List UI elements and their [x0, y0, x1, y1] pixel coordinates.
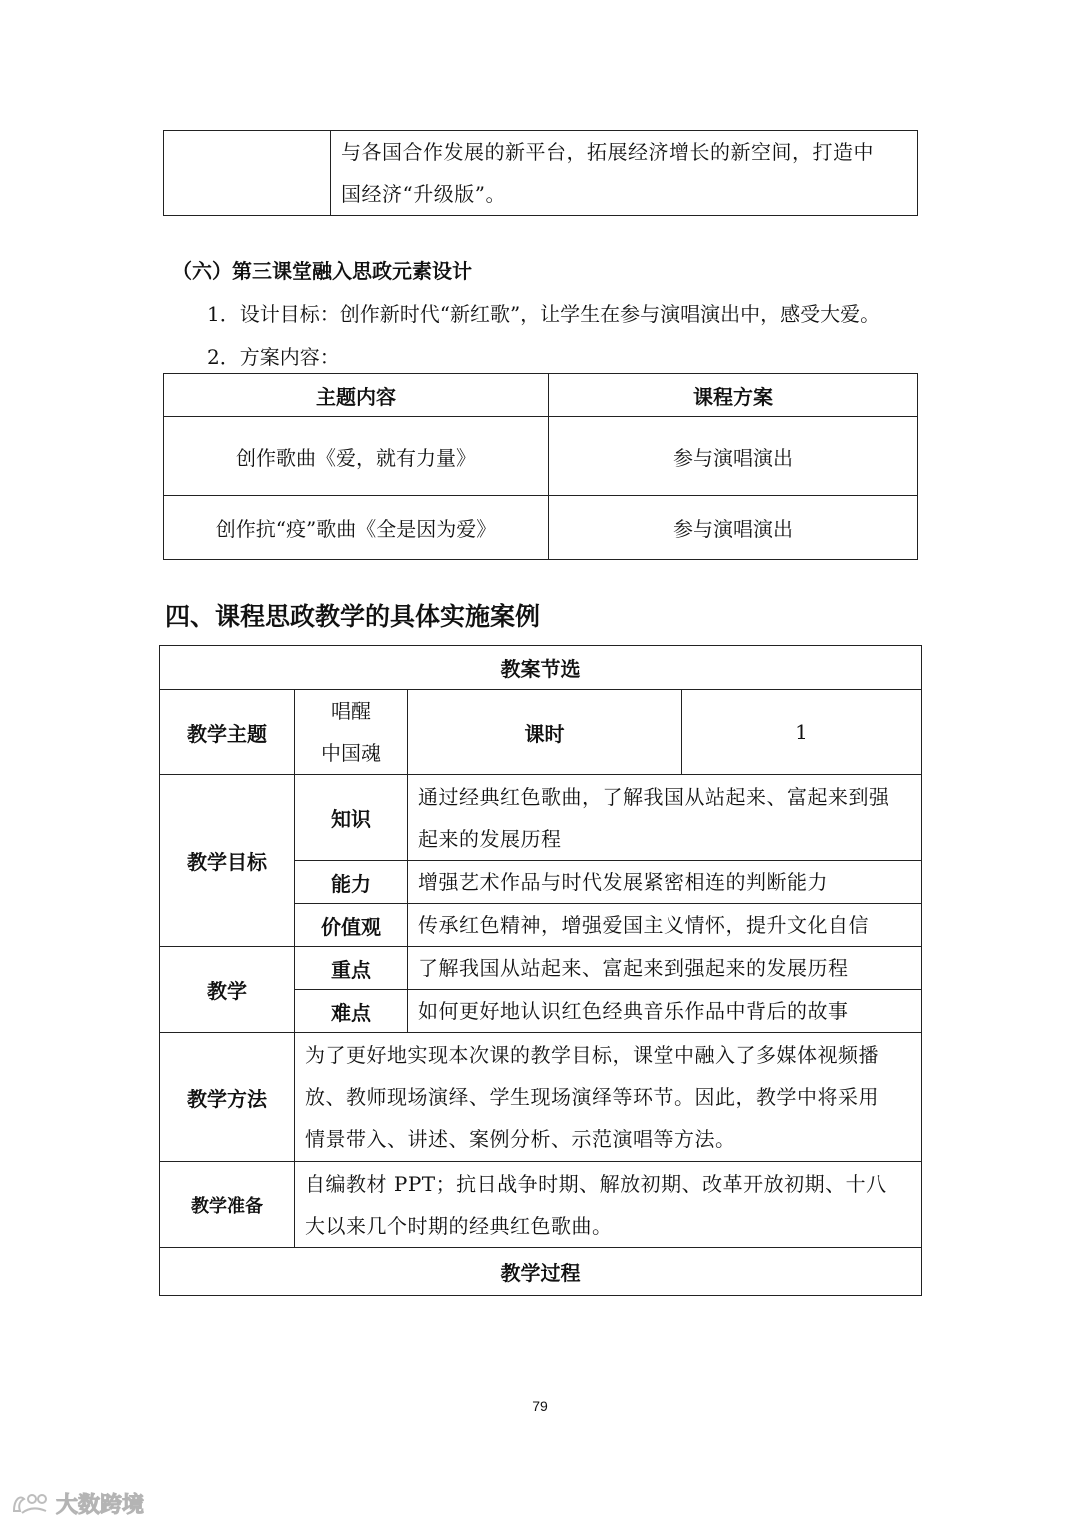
difficulty-label: 难点 — [295, 990, 408, 1033]
hours-value: 1 — [682, 690, 922, 775]
plan-cell: 参与演唱演出 — [549, 417, 918, 496]
knowledge-label: 知识 — [295, 775, 408, 861]
method-line: 放、教师现场演绎、学生现场演绎等环节。因此，教学中将采用 — [305, 1085, 879, 1109]
prep-label: 教学准备 — [160, 1162, 295, 1248]
watermark-text: 大数跨境 — [56, 1492, 145, 1517]
ability-label: 能力 — [295, 861, 408, 904]
method-label: 教学方法 — [160, 1033, 295, 1162]
table-row — [160, 947, 922, 990]
values-text: 传承红色精神，增强爱国主义情怀，提升文化自信 — [408, 904, 922, 947]
brand-logo-icon — [10, 1491, 50, 1517]
column-header: 课程方案 — [549, 374, 918, 417]
page-number: 79 — [532, 1398, 548, 1414]
plan-table — [163, 373, 918, 560]
method-line: 情景带入、讲述、案例分析、示范演唱等方法。 — [305, 1127, 736, 1151]
knowledge-text — [408, 775, 922, 861]
method-text — [295, 1033, 922, 1162]
hours-label: 课时 — [408, 690, 682, 775]
plan-cell: 参与演唱演出 — [549, 496, 918, 560]
design-goal-item: 1．设计目标：创作新时代“新红歌”，让学生在参与演唱演出中，感受大爱。 — [207, 302, 881, 326]
table-row — [164, 496, 918, 560]
topic-label: 教学主题 — [160, 690, 295, 775]
table-row — [160, 646, 922, 690]
values-label: 价值观 — [295, 904, 408, 947]
section-heading: （六）第三课堂融入思政元素设计 — [172, 259, 472, 283]
table-title: 教案节选 — [160, 646, 922, 690]
goals-label: 教学目标 — [160, 775, 295, 947]
knowledge-line: 起来的发展历程 — [418, 826, 562, 851]
theme-cell: 创作歌曲《爱，就有力量》 — [164, 417, 549, 496]
table-row — [164, 417, 918, 496]
prep-line: 大以来几个时期的经典红色歌曲。 — [305, 1213, 613, 1238]
prep-text — [295, 1162, 922, 1248]
table-row — [160, 1033, 922, 1162]
lesson-plan-table — [159, 645, 922, 1296]
chapter-heading: 四、课程思政教学的具体实施案例 — [165, 602, 541, 631]
plan-content-item: 2．方案内容： — [207, 345, 340, 369]
topic-value-line: 唱醒 — [331, 699, 371, 723]
table-row — [160, 1162, 922, 1248]
prep-line: 自编教材 PPT；抗日战争时期、解放初期、改革开放初期、十八 — [305, 1171, 887, 1196]
column-header: 主题内容 — [164, 374, 549, 417]
continuation-line: 与各国合作发展的新平台，拓展经济增长的新空间，打造中 — [341, 140, 874, 164]
table-row — [160, 1248, 922, 1296]
table-row — [160, 775, 922, 861]
difficulty-text: 如何更好地认识红色经典音乐作品中背后的故事 — [408, 990, 922, 1033]
table-header-row — [164, 374, 918, 417]
key-point-label: 重点 — [295, 947, 408, 990]
knowledge-line: 通过经典红色歌曲，了解我国从站起来、富起来到强 — [418, 784, 890, 809]
continuation-line: 国经济“升级版”。 — [341, 182, 506, 206]
continuation-table — [163, 130, 918, 216]
ability-text: 增强艺术作品与时代发展紧密相连的判断能力 — [408, 861, 922, 904]
topic-value-line: 中国魂 — [321, 741, 381, 765]
theme-cell: 创作抗“疫”歌曲《全是因为爱》 — [164, 496, 549, 560]
process-label: 教学过程 — [160, 1248, 922, 1296]
continuation-text — [331, 131, 918, 216]
topic-value — [295, 690, 408, 775]
key-point-text: 了解我国从站起来、富起来到强起来的发展历程 — [408, 947, 922, 990]
table-row — [160, 690, 922, 775]
empty-cell — [164, 131, 331, 216]
method-line: 为了更好地实现本次课的教学目标，课堂中融入了多媒体视频播 — [305, 1043, 879, 1067]
teaching-label: 教学 — [160, 947, 295, 1033]
watermark — [10, 1488, 144, 1519]
table-row — [164, 131, 918, 216]
